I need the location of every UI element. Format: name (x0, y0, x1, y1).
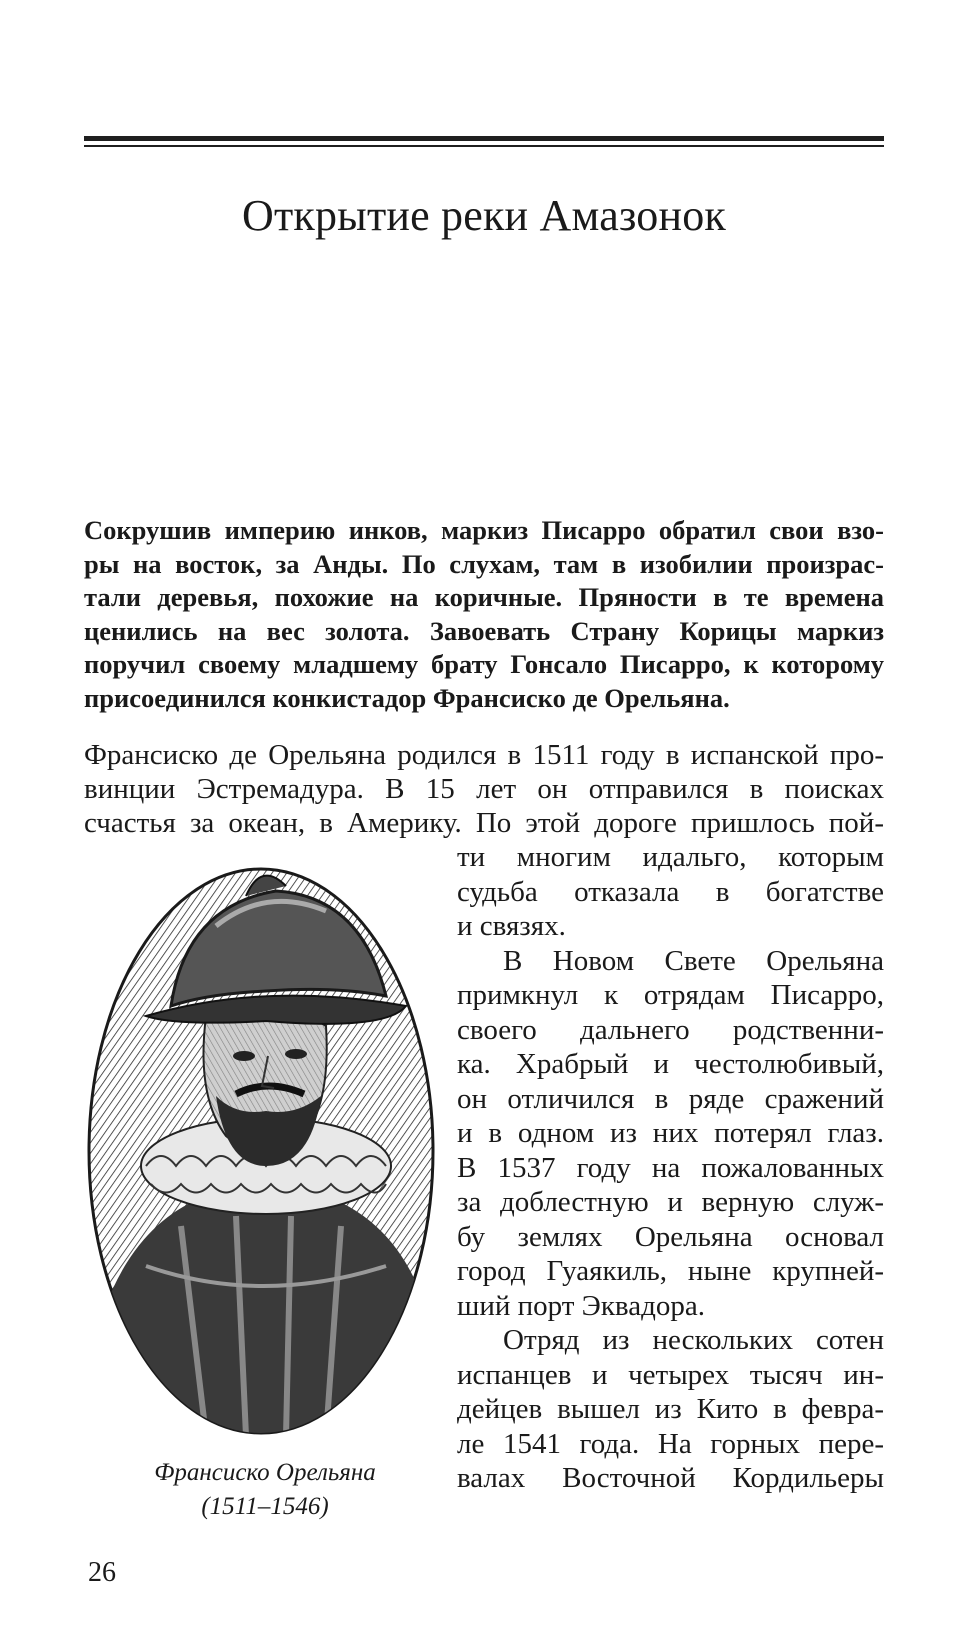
lead-line: тали деревья, похожие на коричные. Пряности в те времена (84, 582, 884, 612)
body-line: город Гуаякиль, ныне крупней- (457, 1255, 884, 1287)
lead-line: ры на восток, за Анды. По слухам, там в изобилии произрас- (84, 548, 884, 579)
lead-paragraph (84, 514, 884, 715)
body-line: и в одном из них потерял глаз. (457, 1117, 884, 1149)
body-line: ший порт Эквадора. (457, 1289, 705, 1322)
chapter-title: Открытие реки Амазонок (242, 191, 726, 240)
body-line: судьба отказала в богатстве (457, 875, 884, 908)
body-line: ка. Храбрый и честолюбивый, (457, 1048, 884, 1080)
body-line: В 1537 году на пожалованных (457, 1151, 884, 1184)
header-rule-thin (84, 145, 884, 147)
body-line: испанцев и четырех тысяч ин- (457, 1358, 884, 1391)
body-line: своего дальнего родственни- (457, 1013, 884, 1046)
body-line: примкнул к отрядам Писарро, (457, 979, 884, 1011)
body-line: В Новом Свете Орельяна (503, 944, 884, 977)
body-column (457, 840, 884, 1496)
body-line: бу землях Орельяна основал (457, 1220, 884, 1253)
body-line: он отличился в ряде сражений (457, 1082, 884, 1115)
body-line: дейцев вышел из Кито в февра- (457, 1393, 884, 1425)
lead-line: поручил своему младшему брату Гонсало Писарро, к которому (84, 649, 884, 679)
body-line: валах Восточной Кордильеры (457, 1462, 884, 1494)
body-line: винции Эстремадура. В 15 лет он отправился в поисках (84, 773, 884, 805)
body-line: счастья за океан, в Америку. По этой дороге пришлось пой- (84, 807, 884, 839)
header-rule-thick (84, 136, 884, 141)
body-line: ти многим идальго, которым (457, 841, 884, 873)
lead-line: присоединился конкистадор Франсиско де Орельяна. (84, 682, 730, 713)
body-paragraph-1 (84, 738, 884, 840)
body-line: Отряд из нескольких сотен (503, 1324, 884, 1356)
portrait-engraving (86, 866, 436, 1436)
caption-years: (1511–1546) (201, 1493, 329, 1520)
body-line: Франсиско де Орельяна родился в 1511 году в испанской про- (84, 739, 884, 771)
body-line: за доблестную и верную служ- (457, 1186, 884, 1218)
lead-line: Сокрушив империю инков, маркиз Писарро обратил свои взо- (84, 515, 884, 545)
body-line: и связях. (457, 910, 566, 942)
caption-name: Франсиско Орельяна (154, 1459, 376, 1486)
page-number: 26 (88, 1557, 116, 1588)
portrait-caption (110, 1456, 420, 1524)
lead-line: ценились на вес золота. Завоевать Страну Корицы маркиз (84, 615, 884, 646)
body-line: ле 1541 года. На горных пере- (457, 1427, 884, 1460)
